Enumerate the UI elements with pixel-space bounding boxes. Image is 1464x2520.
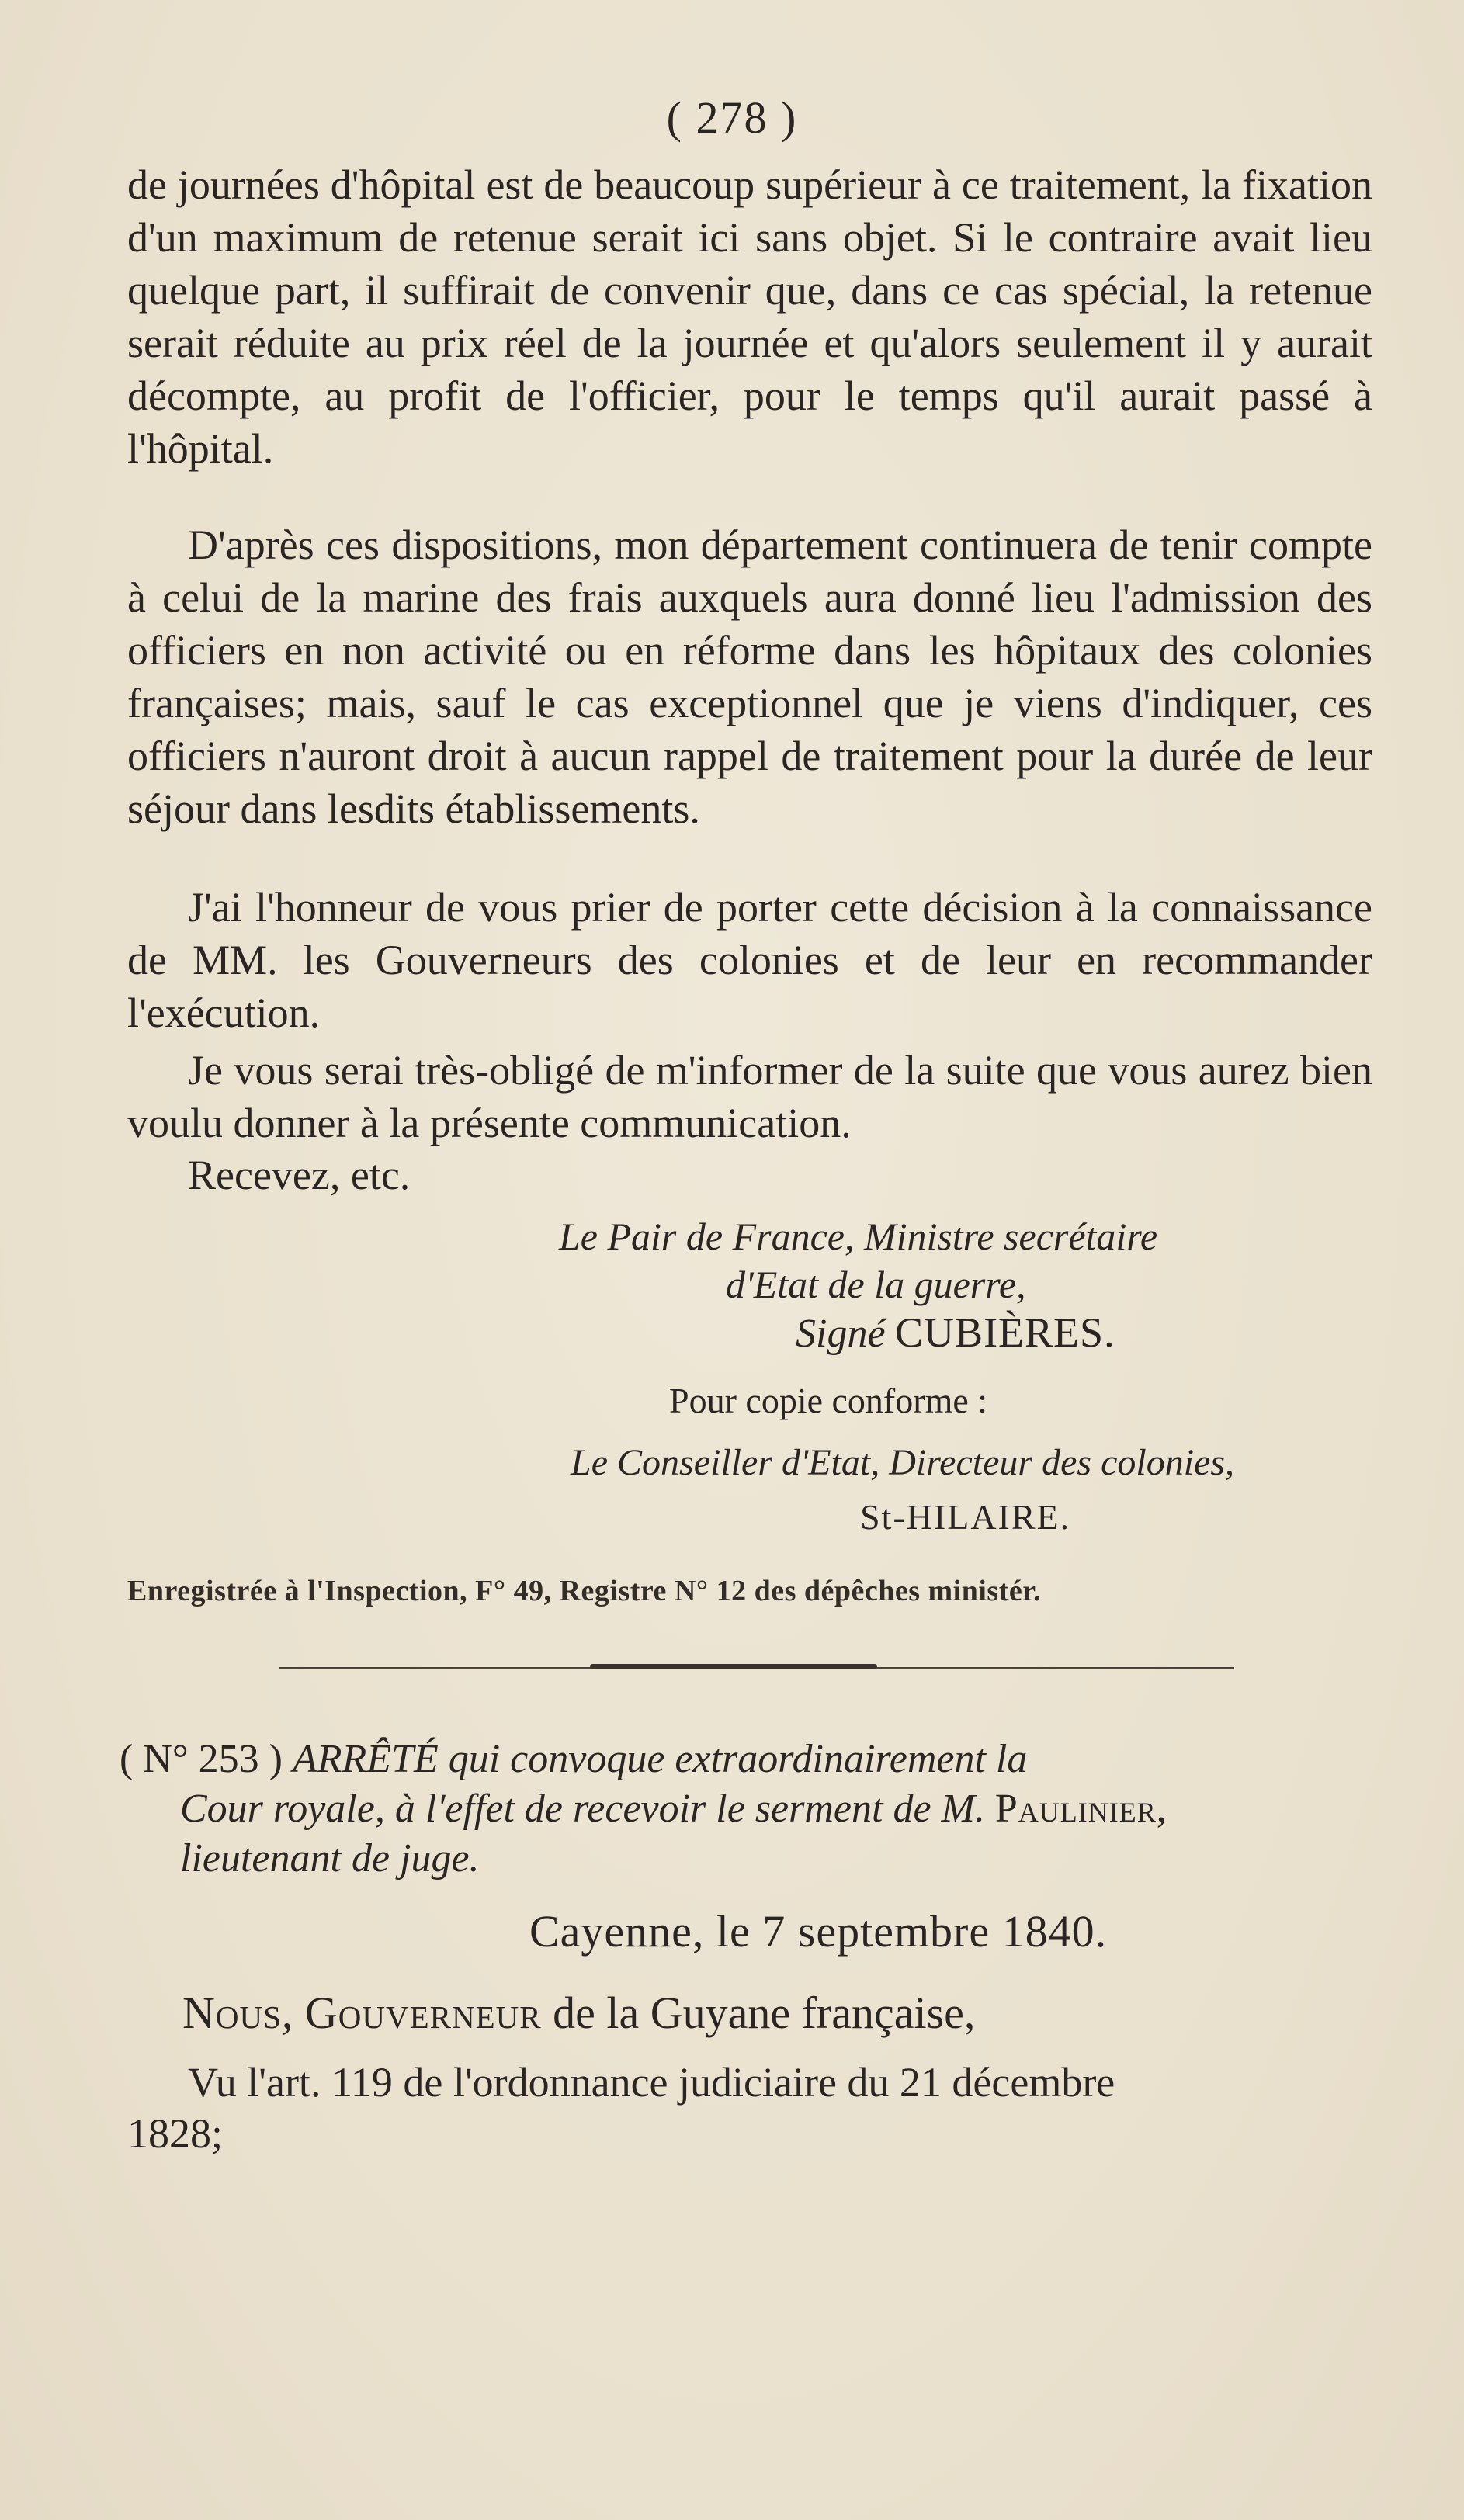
nous-word: Nous, [182,1988,294,2038]
vu-line2: 1828; [127,2110,224,2157]
arrete-heading-line2 [120,1784,1377,1834]
paragraph-text: Je vous serai très-obligé de m'informer de la suite que vous aurez bien voulu donner à la présente communication. [127,1047,1372,1146]
closing-salutation: Recevez, etc. [188,1152,411,1198]
arrete-heading-line3: lieutenant de juge. [180,1836,480,1880]
arrete-title-part1: ARRÊTÉ qui convoque extraordinairement la [292,1737,1028,1781]
signe-label: Signé [796,1312,886,1356]
nous-line-rest: de la Guyane française, [553,1988,976,2038]
paragraph-dispositions [127,518,1372,835]
registration-note: Enregistrée à l'Inspection, F° 49, Registre N° 12 des dépêches ministér. [127,1575,1042,1607]
paragraph-text: J'ai l'honneur de vous prier de porter cette décision à la connaissance de MM. les Gouverneurs des colonies et de leur en recommander l'exécution. [127,884,1372,1036]
paragraph-text: de journées d'hôpital est de beaucoup supérieur à ce traitement, la fixation d'un maximum de retenue serait ici sans objet. Si le contraire avait lieu quelque part, il suffirait de convenir que, dans ce cas spécial, la retenue serait réduite au prix réel de la journée et qu'alors seulement il y aurait décompte, au profit de l'officier, pour le temps qu'il aurait passé à l'hôpital. [127,161,1372,472]
vu-line1: Vu l'art. 119 de l'ordonnance judiciaire du 21 décembre [188,2059,1115,2106]
paragraph-oblige [127,1044,1372,1149]
vu-article-paragraph [127,2057,1369,2159]
signature-signed-line [796,1309,1115,1357]
arrete-title-part2: Cour royale, à l'effet de recevoir le serment de M. [180,1787,985,1831]
copy-title: Le Conseiller d'Etat, Directeur des colonies, [571,1442,1235,1483]
arrete-number: ( N° 253 ) [120,1737,283,1781]
page-number: ( 278 ) [666,92,798,143]
paragraph-honneur [127,881,1372,1039]
gouverneur-word: Gouverneur [304,1988,542,2038]
nous-gouverneur-line [182,1987,975,2040]
signature-title-line1: Le Pair de France, Ministre secrétaire [559,1215,1158,1258]
signer-name: CUBIÈRES. [895,1309,1115,1356]
place-date: Cayenne, le 7 septembre 1840. [529,1906,1108,1957]
paragraph-hospital-days [127,158,1372,475]
copy-signer-name: St-HILAIRE. [860,1497,1071,1537]
signature-title-line2: d'Etat de la guerre, [726,1263,1026,1306]
paragraph-text: D'après ces dispositions, mon département continuera de tenir compte à celui de la marine des frais auxquels aura donné lieu l'admission des officiers en non activité ou en réforme dans les hôpitaux des colonies françaises; mais, sauf le cas exceptionnel que je viens d'indiquer, ces officiers n'auront droit à aucun rappel de traitement pour la durée de leur séjour dans lesdits établissements. [127,522,1372,832]
arrete-heading-line1 [120,1735,1377,1784]
arrete-heading [120,1735,1377,1884]
section-divider-center [590,1664,877,1669]
arrete-person-name: Paulinier, [994,1787,1167,1831]
copy-label: Pour copie conforme : [669,1381,988,1420]
